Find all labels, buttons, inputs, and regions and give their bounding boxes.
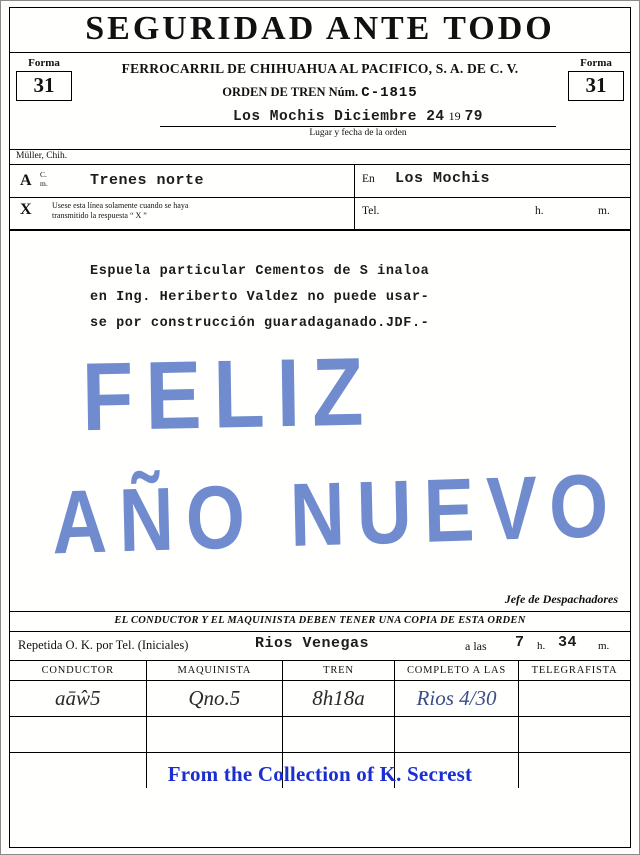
- cell-completo: [394, 681, 518, 717]
- tel-hour-label: h.: [535, 205, 544, 217]
- company-name: FERROCARRIL DE CHIHUAHUA AL PACIFICO, S. A. DE C. V.: [121, 61, 519, 76]
- a-las-label: a las: [465, 639, 487, 653]
- year-value: 79: [464, 109, 484, 125]
- repeated-minute: 34: [558, 634, 578, 651]
- cell-completo: [394, 717, 518, 753]
- column-completo-a-las: COMPLETO A LAS: [394, 661, 518, 681]
- year-prefix: 19: [448, 109, 461, 123]
- tren-value: 8h18a: [312, 686, 365, 710]
- column-tren: TREN: [283, 661, 395, 681]
- printer-mark: Müller, Chih.: [10, 150, 630, 165]
- column-conductor: CONDUCTOR: [10, 661, 146, 681]
- repeated-hour-label: h.: [537, 640, 546, 652]
- address-left-divider: [10, 197, 354, 198]
- label-m: m.: [40, 179, 48, 188]
- message-line-1: Espuela particular Cementos de S inaloa: [90, 264, 430, 279]
- cell-tren: [283, 717, 395, 753]
- forma-label-right: Forma: [580, 57, 612, 69]
- label-c: C.: [40, 170, 47, 179]
- cell-tren: [283, 681, 395, 717]
- x-note-line1: Usese esta línea solamente cuando se haya: [52, 201, 189, 210]
- copy-notice: EL CONDUCTOR Y EL MAQUINISTA DEBEN TENER UNA COPIA DE ESTA ORDEN: [10, 612, 630, 632]
- repeated-label: Repetida O. K. por Tel. (Iniciales): [18, 638, 189, 652]
- conductor-signature: aāŵ5: [55, 686, 101, 710]
- addressee-letter-x: X: [20, 201, 32, 218]
- message-typed-text: [90, 259, 429, 337]
- repeated-hour: 7: [515, 634, 525, 651]
- header-section: [10, 53, 630, 150]
- order-line: [80, 85, 560, 101]
- cell-conductor: [10, 717, 146, 753]
- handwriting-ano-nuevo: AÑO NUEVO: [50, 455, 622, 574]
- signer-title: Jefe de Despachadores: [504, 592, 618, 606]
- tel-label: Tel.: [362, 205, 380, 217]
- address-right-divider: [354, 197, 630, 198]
- addressee-letter-a: A: [20, 172, 32, 189]
- handwriting-feliz: FELIZ: [81, 336, 377, 451]
- column-maquinista: MAQUINISTA: [146, 661, 283, 681]
- collection-watermark: From the Collection of K. Secrest: [167, 762, 473, 786]
- maquinista-signature: Qno.5: [188, 686, 241, 710]
- column-telegrafista: TELEGRAFISTA: [519, 661, 630, 681]
- place-date-line: [160, 107, 556, 127]
- cell-maquinista: [146, 681, 283, 717]
- address-section: [10, 165, 630, 231]
- repeated-row: [10, 632, 630, 661]
- cell-telegrafista: [519, 717, 630, 753]
- tel-minute-label: m.: [598, 205, 610, 217]
- cell-conductor: [10, 681, 146, 717]
- order-label: ORDEN DE TREN Núm.: [222, 85, 359, 99]
- place-date-value: Los Mochis Diciembre 24: [232, 109, 445, 125]
- document-border: [9, 7, 631, 848]
- cell-maquinista: [146, 717, 283, 753]
- forma-box-right: [568, 57, 624, 101]
- table-row: [10, 681, 630, 717]
- repeated-value: Rios Venegas: [255, 635, 370, 652]
- en-value: Los Mochis: [395, 170, 491, 187]
- repeated-minute-label: m.: [598, 640, 610, 652]
- title-section: [10, 8, 630, 53]
- forma-box-left: [16, 57, 72, 101]
- table-row: [10, 717, 630, 753]
- en-label: En: [362, 173, 375, 185]
- x-instruction-note: [52, 201, 272, 221]
- addressed-trains: Trenes norte: [90, 172, 205, 189]
- order-number: C-1815: [361, 85, 418, 101]
- x-note-line2: transmitido la respuesta “ X ”: [52, 211, 147, 220]
- place-date-caption: Lugar y fecha de la orden: [309, 128, 407, 138]
- completo-value: Rios 4/30: [416, 686, 497, 710]
- table-header-row: [10, 661, 630, 681]
- addressee-cm-labels: [40, 170, 48, 188]
- message-line-2: en Ing. Heriberto Valdez no puede usar-: [90, 290, 430, 305]
- message-line-3: se por construcción guaradaganado.JDF.-: [90, 316, 430, 331]
- forma-label-left: Forma: [28, 57, 60, 69]
- forma-number-left: 31: [16, 71, 72, 101]
- forma-number-right: 31: [568, 71, 624, 101]
- message-section: [10, 231, 630, 612]
- cell-telegrafista: [519, 681, 630, 717]
- page-title: SEGURIDAD ANTE TODO: [85, 10, 555, 47]
